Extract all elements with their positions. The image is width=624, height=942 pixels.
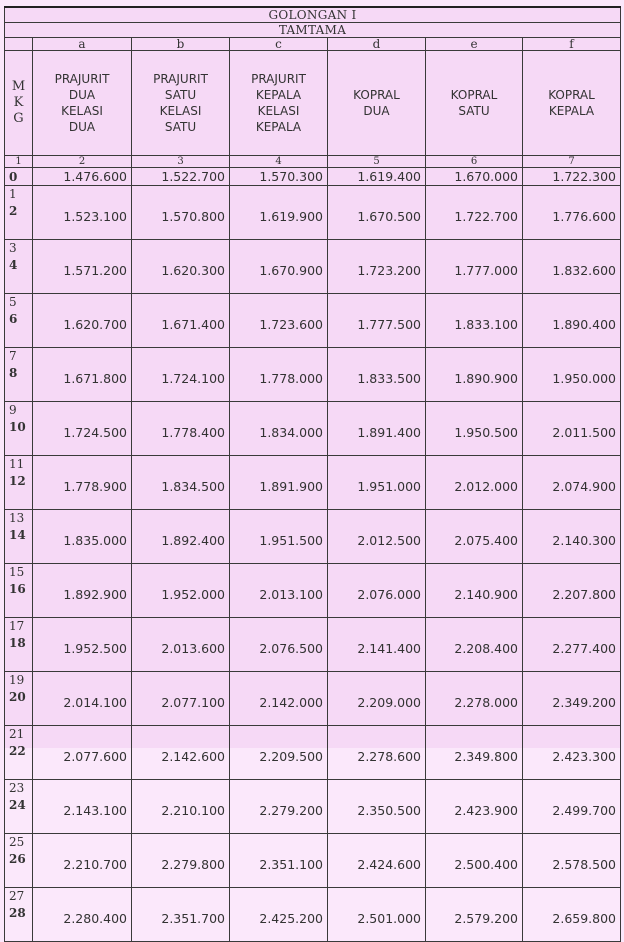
salary-cell-a: 1.523.100 bbox=[33, 186, 132, 240]
mkg-cell bbox=[5, 186, 33, 240]
salary-cell-a: 1.835.000 bbox=[33, 510, 132, 564]
salary-cell-b: 1.522.700 bbox=[132, 168, 230, 186]
mkg-cell bbox=[5, 348, 33, 402]
salary-cell-b: 2.013.600 bbox=[132, 618, 230, 672]
salary-cell-e: 1.833.100 bbox=[426, 294, 523, 348]
mkg-odd-year: 5 bbox=[9, 295, 17, 309]
mkg-cell bbox=[5, 834, 33, 888]
table-row bbox=[5, 402, 621, 456]
salary-cell-a: 2.143.100 bbox=[33, 780, 132, 834]
salary-cell-e: 2.349.800 bbox=[426, 726, 523, 780]
salary-cell-d: 2.424.600 bbox=[328, 834, 426, 888]
salary-cell-f: 2.207.800 bbox=[523, 564, 621, 618]
salary-cell-e: 1.722.700 bbox=[426, 186, 523, 240]
mkg-even-year: 22 bbox=[9, 744, 26, 758]
salary-cell-c: 2.425.200 bbox=[230, 888, 328, 942]
rank-word: SATU bbox=[164, 88, 197, 102]
column-letter-d: d bbox=[328, 38, 426, 51]
table-row bbox=[5, 186, 621, 240]
salary-cell-b: 2.210.100 bbox=[132, 780, 230, 834]
mkg-cell bbox=[5, 672, 33, 726]
table-row bbox=[5, 168, 621, 186]
column-letter-b: b bbox=[132, 38, 230, 51]
rank-word: KOPRAL bbox=[353, 88, 400, 102]
rank-header-a bbox=[33, 51, 132, 156]
table-row bbox=[5, 726, 621, 780]
salary-cell-f: 2.499.700 bbox=[523, 780, 621, 834]
salary-cell-c: 2.209.500 bbox=[230, 726, 328, 780]
salary-cell-b: 2.279.800 bbox=[132, 834, 230, 888]
mkg-odd-year: 1 bbox=[9, 187, 17, 201]
salary-cell-f: 1.950.000 bbox=[523, 348, 621, 402]
rank-header-e bbox=[426, 51, 523, 156]
salary-cell-f: 2.140.300 bbox=[523, 510, 621, 564]
column-number-3: 3 bbox=[132, 156, 230, 168]
salary-cell-e: 2.208.400 bbox=[426, 618, 523, 672]
salary-cell-a: 1.952.500 bbox=[33, 618, 132, 672]
mkg-odd-year: 21 bbox=[9, 727, 25, 741]
column-number-1: 1 bbox=[5, 156, 33, 168]
salary-cell-a: 1.620.700 bbox=[33, 294, 132, 348]
salary-cell-f: 2.578.500 bbox=[523, 834, 621, 888]
mkg-even-year: 26 bbox=[9, 852, 26, 866]
salary-cell-c: 1.723.600 bbox=[230, 294, 328, 348]
salary-cell-e: 2.579.200 bbox=[426, 888, 523, 942]
mkg-odd-year: 11 bbox=[9, 457, 25, 471]
salary-rows bbox=[5, 168, 621, 942]
salary-cell-d: 2.012.500 bbox=[328, 510, 426, 564]
salary-cell-b: 1.570.800 bbox=[132, 186, 230, 240]
mkg-even-year: 28 bbox=[9, 906, 26, 920]
salary-cell-d: 2.278.600 bbox=[328, 726, 426, 780]
salary-cell-d: 2.501.000 bbox=[328, 888, 426, 942]
salary-cell-f: 2.011.500 bbox=[523, 402, 621, 456]
salary-cell-f: 1.722.300 bbox=[523, 168, 621, 186]
salary-cell-b: 1.952.000 bbox=[132, 564, 230, 618]
salary-cell-e: 1.670.000 bbox=[426, 168, 523, 186]
salary-cell-b: 2.142.600 bbox=[132, 726, 230, 780]
column-letter-blank bbox=[5, 38, 33, 51]
rank-word: PRAJURIT bbox=[153, 72, 208, 86]
salary-cell-e: 2.012.000 bbox=[426, 456, 523, 510]
salary-table-page bbox=[4, 6, 620, 926]
rank-word: PRAJURIT bbox=[54, 72, 110, 86]
table-row bbox=[5, 888, 621, 942]
mkg-cell bbox=[5, 402, 33, 456]
mkg-even-year: 14 bbox=[9, 528, 26, 542]
table-row bbox=[5, 348, 621, 402]
mkg-header bbox=[5, 51, 33, 156]
mkg-even-year: 2 bbox=[9, 204, 18, 218]
column-letter-f: f bbox=[523, 38, 621, 51]
column-number-4: 4 bbox=[230, 156, 328, 168]
rank-header-c bbox=[230, 51, 328, 156]
salary-cell-f: 1.832.600 bbox=[523, 240, 621, 294]
salary-cell-c: 1.570.300 bbox=[230, 168, 328, 186]
salary-cell-e: 2.278.000 bbox=[426, 672, 523, 726]
mkg-cell bbox=[5, 726, 33, 780]
column-letter-e: e bbox=[426, 38, 523, 51]
table-row bbox=[5, 780, 621, 834]
salary-cell-e: 2.075.400 bbox=[426, 510, 523, 564]
rank-word: KEPALA bbox=[548, 104, 595, 118]
salary-cell-d: 1.670.500 bbox=[328, 186, 426, 240]
table-row bbox=[5, 834, 621, 888]
salary-cell-a: 1.778.900 bbox=[33, 456, 132, 510]
mkg-label-letter: M bbox=[11, 79, 26, 94]
column-number-6: 6 bbox=[426, 156, 523, 168]
golongan-heading: GOLONGAN I bbox=[5, 7, 621, 23]
salary-cell-a: 1.571.200 bbox=[33, 240, 132, 294]
salary-cell-b: 1.671.400 bbox=[132, 294, 230, 348]
table-row bbox=[5, 510, 621, 564]
mkg-odd-year: 17 bbox=[9, 619, 25, 633]
mkg-even-year: 20 bbox=[9, 690, 26, 704]
rank-header-f bbox=[523, 51, 621, 156]
salary-cell-e: 2.423.900 bbox=[426, 780, 523, 834]
table-row bbox=[5, 456, 621, 510]
salary-cell-a: 1.476.600 bbox=[33, 168, 132, 186]
salary-cell-d: 1.619.400 bbox=[328, 168, 426, 186]
salary-cell-c: 1.670.900 bbox=[230, 240, 328, 294]
mkg-even-year: 12 bbox=[9, 474, 26, 488]
salary-cell-e: 2.500.400 bbox=[426, 834, 523, 888]
mkg-cell bbox=[5, 618, 33, 672]
rank-word: KELASI bbox=[61, 104, 103, 118]
mkg-odd-year: 19 bbox=[9, 673, 25, 687]
column-number-row bbox=[5, 156, 621, 168]
table-row bbox=[5, 672, 621, 726]
salary-cell-f: 2.277.400 bbox=[523, 618, 621, 672]
salary-cell-c: 2.013.100 bbox=[230, 564, 328, 618]
salary-cell-a: 1.671.800 bbox=[33, 348, 132, 402]
salary-cell-c: 2.142.000 bbox=[230, 672, 328, 726]
mkg-odd-year: 3 bbox=[9, 241, 17, 255]
salary-cell-d: 2.350.500 bbox=[328, 780, 426, 834]
column-letter-row bbox=[5, 38, 621, 51]
salary-cell-b: 1.778.400 bbox=[132, 402, 230, 456]
mkg-cell bbox=[5, 510, 33, 564]
salary-cell-d: 1.891.400 bbox=[328, 402, 426, 456]
mkg-cell bbox=[5, 294, 33, 348]
salary-cell-f: 2.074.900 bbox=[523, 456, 621, 510]
salary-cell-d: 2.076.000 bbox=[328, 564, 426, 618]
rank-header-d bbox=[328, 51, 426, 156]
salary-cell-b: 1.620.300 bbox=[132, 240, 230, 294]
salary-cell-a: 1.892.900 bbox=[33, 564, 132, 618]
mkg-cell bbox=[5, 168, 33, 186]
salary-cell-a: 2.210.700 bbox=[33, 834, 132, 888]
salary-cell-a: 2.280.400 bbox=[33, 888, 132, 942]
mkg-label-letter: K bbox=[13, 95, 24, 110]
mkg-odd-year: 13 bbox=[9, 511, 25, 525]
salary-cell-a: 2.077.600 bbox=[33, 726, 132, 780]
salary-cell-f: 2.423.300 bbox=[523, 726, 621, 780]
salary-cell-c: 1.951.500 bbox=[230, 510, 328, 564]
column-letter-c: c bbox=[230, 38, 328, 51]
mkg-odd-year: 7 bbox=[9, 349, 17, 363]
rank-word: PRAJURIT bbox=[251, 72, 306, 86]
salary-cell-b: 1.834.500 bbox=[132, 456, 230, 510]
table-row bbox=[5, 240, 621, 294]
salary-cell-d: 1.723.200 bbox=[328, 240, 426, 294]
rank-word: KOPRAL bbox=[548, 88, 595, 102]
rank-word: DUA bbox=[363, 104, 390, 118]
salary-cell-d: 1.833.500 bbox=[328, 348, 426, 402]
mkg-even-year: 0 bbox=[9, 170, 18, 184]
mkg-even-year: 4 bbox=[9, 258, 18, 272]
rank-word: KELASI bbox=[257, 104, 300, 118]
salary-cell-f: 1.776.600 bbox=[523, 186, 621, 240]
rank-header-row bbox=[5, 51, 621, 156]
table-row bbox=[5, 294, 621, 348]
mkg-odd-year: 9 bbox=[9, 403, 17, 417]
mkg-label-letter: G bbox=[13, 111, 24, 126]
mkg-cell bbox=[5, 564, 33, 618]
salary-cell-d: 1.777.500 bbox=[328, 294, 426, 348]
table-row bbox=[5, 564, 621, 618]
salary-cell-c: 1.619.900 bbox=[230, 186, 328, 240]
rank-word: KEPALA bbox=[255, 88, 302, 102]
salary-cell-c: 2.076.500 bbox=[230, 618, 328, 672]
salary-cell-d: 2.141.400 bbox=[328, 618, 426, 672]
salary-cell-b: 2.077.100 bbox=[132, 672, 230, 726]
rank-word: KOPRAL bbox=[450, 88, 498, 102]
salary-cell-b: 1.892.400 bbox=[132, 510, 230, 564]
mkg-odd-year: 15 bbox=[9, 565, 25, 579]
salary-cell-a: 1.724.500 bbox=[33, 402, 132, 456]
mkg-even-year: 16 bbox=[9, 582, 26, 596]
salary-cell-c: 1.834.000 bbox=[230, 402, 328, 456]
salary-cell-c: 1.891.900 bbox=[230, 456, 328, 510]
mkg-odd-year: 27 bbox=[9, 889, 25, 903]
rank-header-b bbox=[132, 51, 230, 156]
salary-cell-c: 1.778.000 bbox=[230, 348, 328, 402]
mkg-even-year: 24 bbox=[9, 798, 26, 812]
salary-cell-e: 1.950.500 bbox=[426, 402, 523, 456]
salary-cell-a: 2.014.100 bbox=[33, 672, 132, 726]
mkg-odd-year: 25 bbox=[9, 835, 25, 849]
rank-word: KELASI bbox=[159, 104, 202, 118]
salary-cell-e: 1.777.000 bbox=[426, 240, 523, 294]
mkg-cell bbox=[5, 888, 33, 942]
salary-cell-d: 1.951.000 bbox=[328, 456, 426, 510]
table-row bbox=[5, 618, 621, 672]
mkg-even-year: 10 bbox=[9, 420, 26, 434]
column-number-7: 7 bbox=[523, 156, 621, 168]
salary-cell-e: 1.890.900 bbox=[426, 348, 523, 402]
salary-cell-f: 2.659.800 bbox=[523, 888, 621, 942]
column-letter-a: a bbox=[33, 38, 132, 51]
salary-cell-b: 2.351.700 bbox=[132, 888, 230, 942]
salary-cell-c: 2.279.200 bbox=[230, 780, 328, 834]
rank-word: DUA bbox=[68, 88, 96, 102]
salary-cell-b: 1.724.100 bbox=[132, 348, 230, 402]
mkg-even-year: 8 bbox=[9, 366, 18, 380]
salary-cell-d: 2.209.000 bbox=[328, 672, 426, 726]
mkg-odd-year: 23 bbox=[9, 781, 25, 795]
salary-cell-f: 1.890.400 bbox=[523, 294, 621, 348]
salary-cell-e: 2.140.900 bbox=[426, 564, 523, 618]
mkg-even-year: 6 bbox=[9, 312, 18, 326]
column-number-2: 2 bbox=[33, 156, 132, 168]
mkg-cell bbox=[5, 240, 33, 294]
salary-cell-c: 2.351.100 bbox=[230, 834, 328, 888]
rank-word: SATU bbox=[458, 104, 490, 118]
tamtama-heading: TAMTAMA bbox=[5, 23, 621, 38]
rank-word: KEPALA bbox=[255, 120, 302, 134]
mkg-even-year: 18 bbox=[9, 636, 26, 650]
salary-cell-f: 2.349.200 bbox=[523, 672, 621, 726]
rank-word: SATU bbox=[164, 120, 197, 134]
salary-table bbox=[4, 6, 621, 942]
column-number-5: 5 bbox=[328, 156, 426, 168]
mkg-cell bbox=[5, 780, 33, 834]
rank-word: DUA bbox=[68, 120, 96, 134]
mkg-cell bbox=[5, 456, 33, 510]
